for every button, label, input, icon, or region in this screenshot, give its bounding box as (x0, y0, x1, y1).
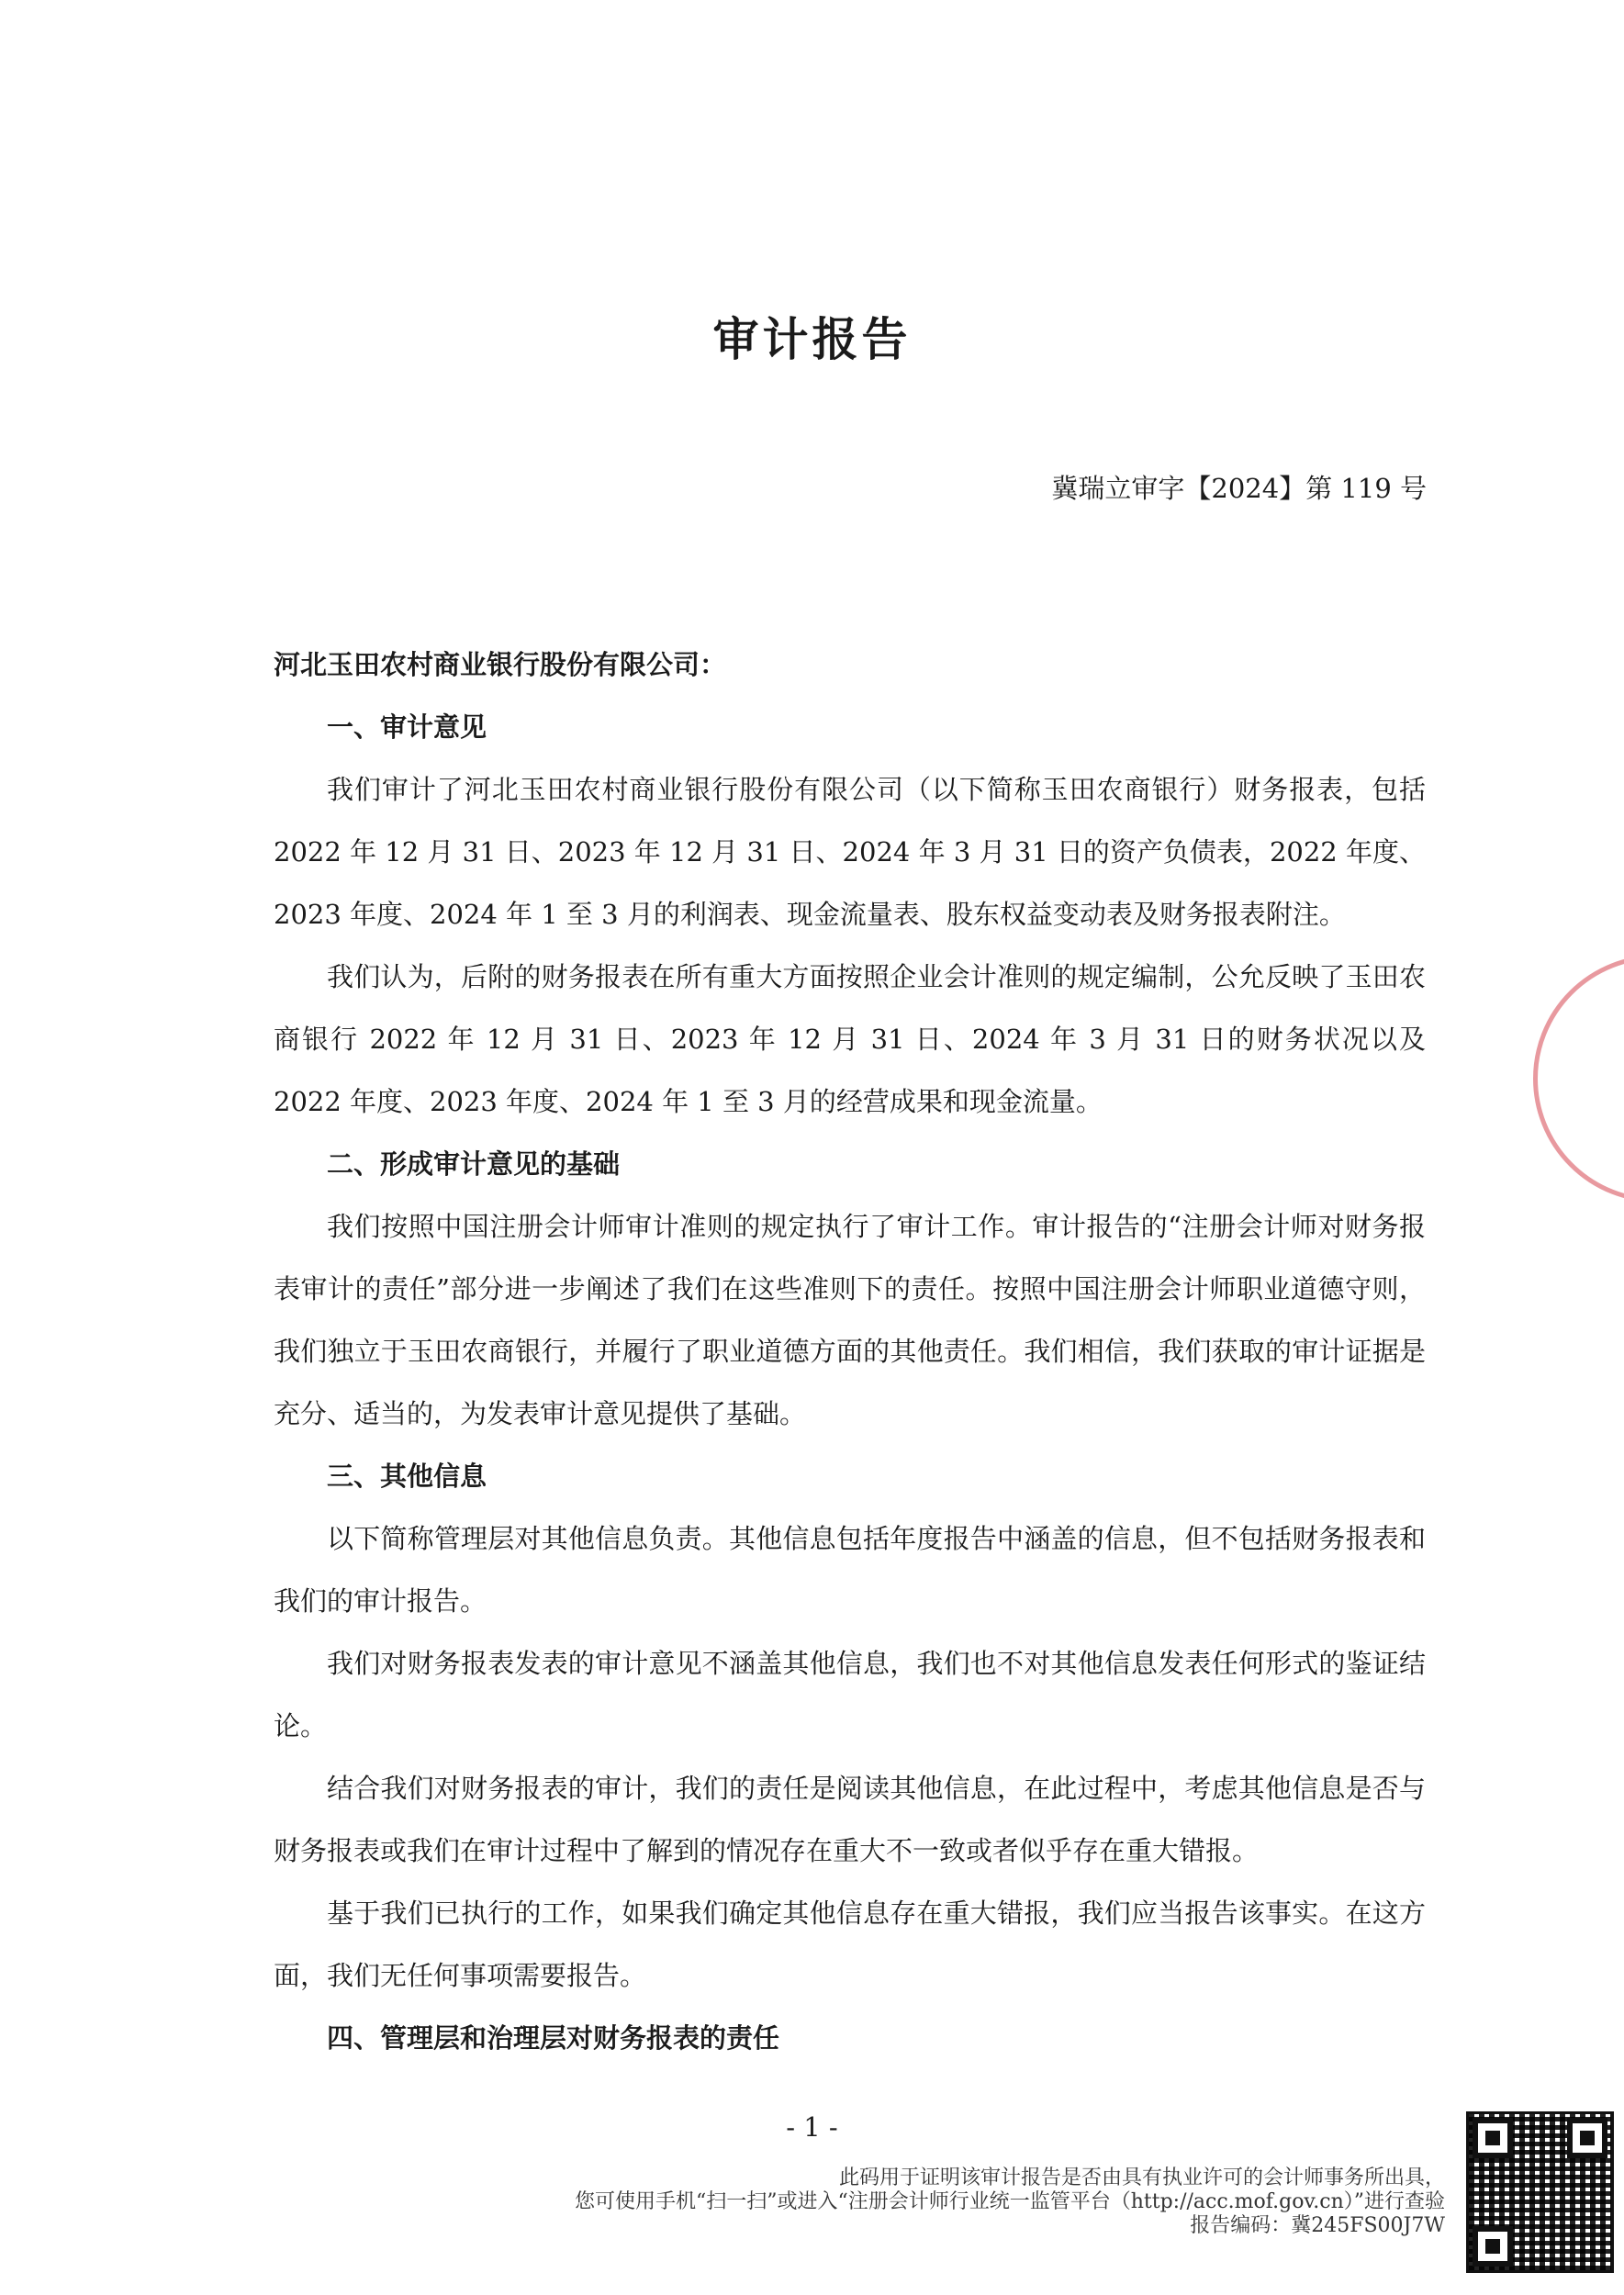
paragraph: 我们按照中国注册会计师审计准则的规定执行了审计工作。审计报告的“注册会计师对财务报表审计的责任”部分进一步阐述了我们在这些准则下的责任。按照中国注册会计师职业道德守则，我们独立于玉田农商银行，并履行了职业道德方面的其他责任。我们相信，我们获取的审计证据是充分、适当的，为发表审计意见提供了基础。 (274, 1211, 1426, 1429)
paragraph: 我们审计了河北玉田农村商业银行股份有限公司（以下简称玉田农商银行）财务报表，包括 2022 年 12 月 31 日、2023 年 12 月 31 日、2024 年 3 月 31 日的资产负债表，2022 年度、2023 年度、2024 年 1 至 3 月的利润表、现金流量表、股东权益变动表及财务报表附注。 (274, 774, 1426, 930)
report-code: 报告编码：冀245FS00J7W (1190, 2214, 1445, 2237)
document-number: 冀瑞立审字【2024】第 119 号 (1051, 473, 1427, 504)
paragraph: 基于我们已执行的工作，如果我们确定其他信息存在重大错报，我们应当报告该事实。在这方面，我们无任何事项需要报告。 (274, 1898, 1426, 1991)
qr-finder (1473, 2118, 1513, 2158)
report-body (274, 633, 1426, 2069)
footer-line: 此码用于证明该审计报告是否由具有执业许可的会计师事务所出具， (838, 2166, 1445, 2189)
section-heading: 二、形成审计意见的基础 (327, 1148, 621, 1180)
page-number: - 1 - (786, 2111, 838, 2143)
section-heading: 三、其他信息 (327, 1461, 487, 1492)
addressee: 河北玉田农村商业银行股份有限公司： (274, 649, 727, 680)
paragraph: 我们认为，后附的财务报表在所有重大方面按照企业会计准则的规定编制，公允反映了玉田农商银行 2022 年 12 月 31 日、2023 年 12 月 31 日、2024 年 3 月 31 日的财务状况以及 2022 年度、2023 年度、2024 年 1 至 3 月的经营成果和现金流量。 (274, 961, 1426, 1117)
qr-code-icon[interactable] (1466, 2111, 1614, 2273)
paragraph: 我们对财务报表发表的审计意见不涵盖其他信息，我们也不对其他信息发表任何形式的鉴证结论。 (274, 1648, 1426, 1741)
footer-line: 您可使用手机“扫一扫”或进入“注册会计师行业统一监管平台（http://acc.mof.gov.cn）”进行查验 (574, 2190, 1445, 2213)
page-title: 审计报告 (712, 313, 912, 366)
qr-finder (1567, 2118, 1607, 2158)
paragraph: 结合我们对财务报表的审计，我们的责任是阅读其他信息，在此过程中，考虑其他信息是否与财务报表或我们在审计过程中了解到的情况存在重大不一致或者似乎存在重大错报。 (274, 1773, 1426, 1866)
section-heading: 四、管理层和治理层对财务报表的责任 (327, 2022, 780, 2054)
qr-finder (1473, 2226, 1513, 2267)
verification-footer (481, 2166, 1445, 2238)
paragraph: 以下简称管理层对其他信息负责。其他信息包括年度报告中涵盖的信息，但不包括财务报表和我们的审计报告。 (274, 1523, 1426, 1617)
red-seal-stamp (1533, 955, 1624, 1203)
section-heading: 一、审计意见 (327, 711, 487, 743)
